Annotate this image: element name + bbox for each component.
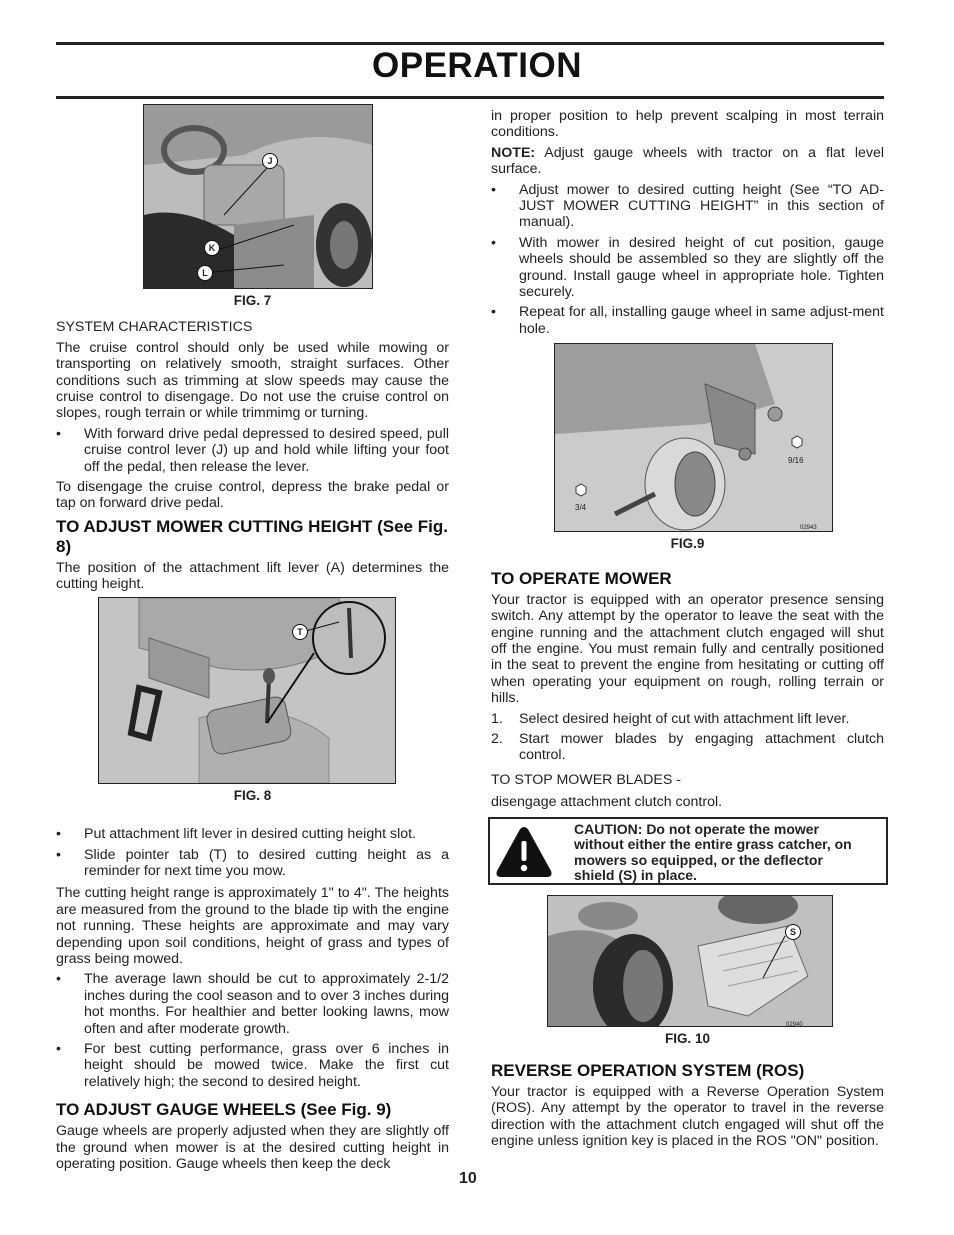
- fig9-bolt-size: 3/4: [575, 503, 587, 513]
- list-item: • With mower in desired height of cut position, gauge wheels should be assembled so they are slightly off the ground. Install gauge wheel in appropriate hole. Tighten securely.: [491, 234, 884, 301]
- operate-mower-text: Your tractor is equipped with an operator presence sensing switch. Any attempt by the operator to leave the seat with the engine running and the attachment clutch engaged will shut off the engine. You must remain fully and centrally positioned in the seat to prevent the engine from hesitating or cutting off when operating your equipment on rough, rolling terrain or hills.: [491, 591, 884, 707]
- system-characteristics-text: The cruise control should only be used while mowing or transporting on relatively smooth, straight surfaces. Other conditions such as trimming at slow speeds may cause the cruise control to disengage. Do not use the cruise control on slopes, rough terrain or while trimmimg or turning.: [56, 339, 449, 422]
- fig9-nut-size: 9/16: [788, 456, 804, 466]
- ros-text: Your tractor is equipped with a Reverse Operation System (ROS). Any attempt by the operator to travel in the reverse direction with the attachment clutch engaged will shut off the engine unless ignition key is placed in the ROS "ON" position.: [491, 1083, 884, 1150]
- callout-t: T: [292, 624, 308, 640]
- fig8-caption: FIG. 8: [233, 787, 272, 803]
- tractor-dash-illustration: [144, 105, 372, 288]
- gauge-continued-text: in proper position to help prevent scalping in most terrain conditions.: [491, 108, 884, 141]
- operate-steps: [491, 711, 884, 764]
- lawn-bullets: [56, 971, 449, 1090]
- list-item: 2. Start mower blades by engaging attachment clutch control.: [491, 730, 884, 764]
- list-item: • With forward drive pedal depressed to desired speed, pull cruise control lever (J) up and hold while lifting your foot off the pedal, then release the lever.: [56, 425, 449, 475]
- list-item: • Adjust mower to desired cutting height (See “TO AD-JUST MOWER CUTTING HEIGHT” in this section of manual).: [491, 181, 884, 231]
- note-label: NOTE:: [491, 144, 536, 161]
- list-item: • Slide pointer tab (T) to desired cutting height as a reminder for next time you mow.: [56, 846, 449, 879]
- stop-blades-label: TO STOP MOWER BLADES -: [491, 771, 681, 788]
- fig10-code: 02940: [786, 1021, 803, 1027]
- fig9-code: 02943: [800, 525, 817, 532]
- gauge-wheel-illustration: [555, 344, 832, 531]
- cut-bullets: [56, 826, 449, 879]
- cutting-range-text: The cutting height range is approximately 1" to 4". The heights are measured from the ground to the blade tip with the engine not running. These heights are approximate and may vary depending upon soil conditions, height of grass and types of grass being mowed.: [56, 885, 449, 967]
- cutting-height-heading: TO ADJUST MOWER CUTTING HEIGHT (See Fig. 8): [56, 516, 448, 556]
- callout-j: J: [262, 153, 278, 169]
- ros-heading: REVERSE OPERATION SYSTEM (ROS): [491, 1060, 805, 1080]
- caution-text: CAUTION: Do not operate the mower without either the entire grass catcher, on mowers so equipped, or the deflector shield (S) in place.: [574, 820, 852, 884]
- list-item: • The average lawn should be cut to approximately 2-1/2 inches during the cool season and to over 3 inches during hot months. For healthier and better looking lawns, mow often and after moderate growth.: [56, 971, 449, 1037]
- lift-lever-illustration: [99, 598, 395, 783]
- gauge-wheels-text: Gauge wheels are properly adjusted when they are slightly off the ground when mower is at the desired cutting height in operating position. Gauge wheels then keep the deck: [56, 1123, 449, 1172]
- header-rule-bottom: [56, 96, 884, 99]
- callout-k: K: [204, 240, 220, 256]
- gauge-wheels-heading: TO ADJUST GAUGE WHEELS (See Fig. 9): [56, 1100, 392, 1120]
- fig10-caption: FIG. 10: [664, 1030, 710, 1046]
- header-rule-top: [56, 42, 884, 45]
- stop-blades-text: disengage attachment clutch control.: [491, 794, 723, 811]
- fig8-image: [98, 597, 396, 784]
- left-column: [56, 104, 449, 1176]
- fig7-image: [143, 104, 373, 289]
- list-item: • Put attachment lift lever in desired cutting height slot.: [56, 826, 417, 843]
- fig9-caption: FIG.9: [670, 536, 705, 552]
- gauge-bullets: [491, 182, 884, 338]
- list-item: • For best cutting performance, grass over 6 inches in height should be mowed twice. Make the first cut relatively high; the second to desired height.: [56, 1040, 449, 1090]
- system-characteristics-label: SYSTEM CHARACTERISTICS: [56, 319, 253, 336]
- page-number: 10: [459, 1170, 477, 1187]
- fig10-image: [547, 895, 833, 1027]
- list-item: 1. Select desired height of cut with attachment lift lever.: [491, 710, 850, 727]
- fig9-image: [554, 343, 833, 532]
- cruise-list: [56, 426, 449, 475]
- right-column: [491, 108, 884, 1154]
- disengage-text: To disengage the cruise control, depress the brake pedal or tap on forward drive pedal.: [56, 479, 449, 512]
- note: [491, 145, 884, 178]
- callout-l: L: [197, 265, 213, 281]
- deflector-shield-illustration: [548, 896, 832, 1026]
- cutting-height-intro: The position of the attachment lift lever (A) determines the cutting height.: [56, 559, 449, 593]
- callout-s: S: [785, 924, 801, 940]
- list-item: • Repeat for all, installing gauge wheel in same adjust-ment hole.: [491, 304, 884, 337]
- operate-mower-heading: TO OPERATE MOWER: [491, 568, 672, 588]
- page-title: OPERATION: [372, 46, 582, 85]
- caution-box: [488, 817, 888, 885]
- fig7-caption: FIG. 7: [233, 293, 272, 308]
- warning-triangle-icon: [494, 824, 554, 880]
- note-text: Adjust gauge wheels with tractor on a flat level surface.: [491, 144, 884, 178]
